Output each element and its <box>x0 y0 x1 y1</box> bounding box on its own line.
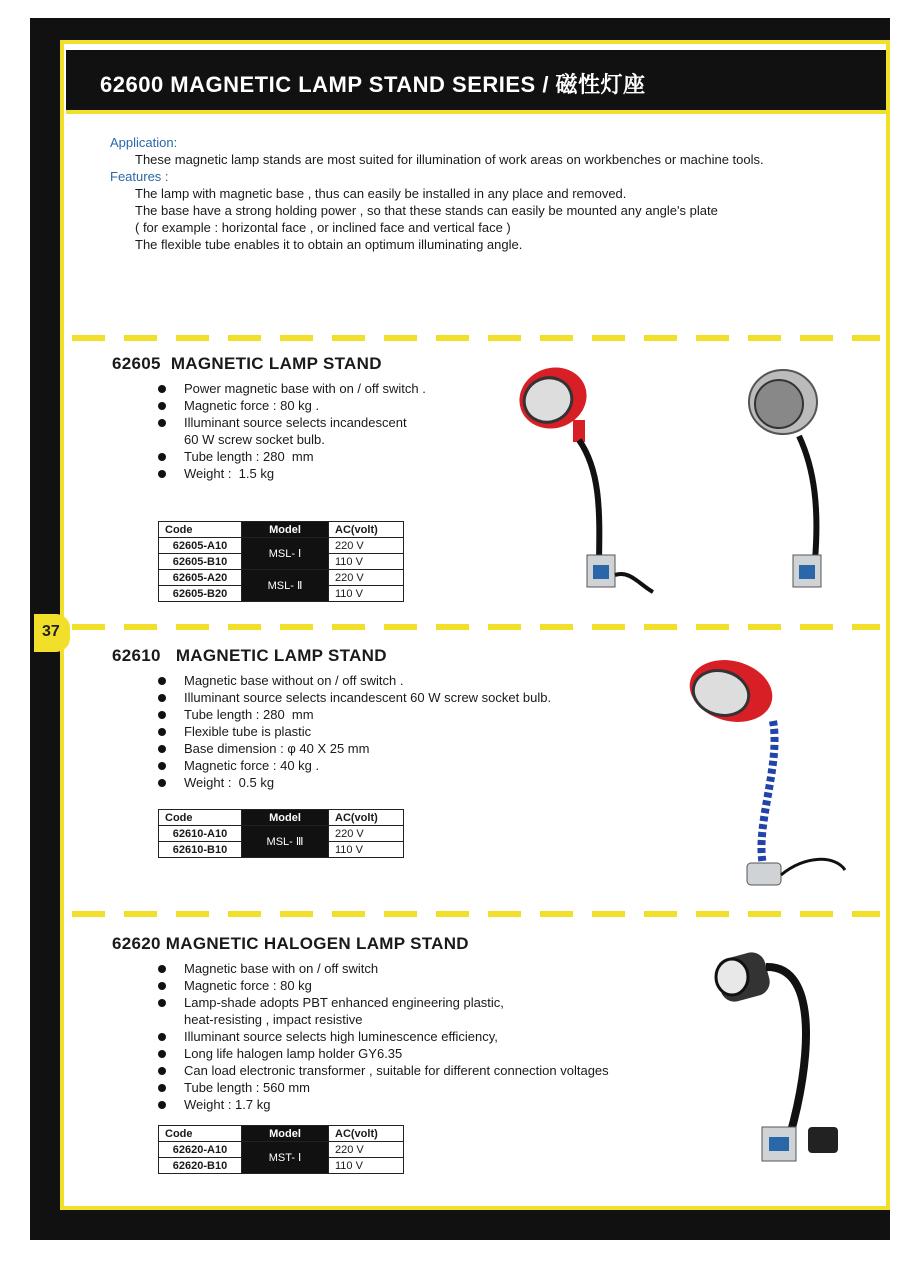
page-number-tab <box>34 614 70 652</box>
halogen-lamp-image <box>710 945 860 1175</box>
feature-item: Illuminant source selects incandescent <box>112 414 672 431</box>
features-label: Features : <box>110 169 169 184</box>
bullet-icon <box>158 677 166 685</box>
feature-item: Lamp-shade adopts PBT enhanced engineering plastic, <box>112 994 672 1011</box>
table-row: 62620-B10 110 V <box>159 1158 404 1174</box>
spec-table <box>158 809 404 858</box>
bullet-icon <box>158 470 166 478</box>
feature-item: Magnetic force : 40 kg . <box>112 757 672 774</box>
feature-item: Magnetic force : 80 kg <box>112 977 672 994</box>
header-bar <box>66 50 886 114</box>
spec-table <box>158 1125 404 1174</box>
application-text: These magnetic lamp stands are most suited for illumination of work areas on workbenches or machine tools. <box>135 152 764 167</box>
feature-item: Power magnetic base with on / off switch . <box>112 380 672 397</box>
bullet-icon <box>158 728 166 736</box>
bullet-icon <box>158 694 166 702</box>
col-header: Code <box>159 810 242 826</box>
bullet-icon <box>158 745 166 753</box>
col-header: Code <box>159 1126 242 1142</box>
product-title: 62620 MAGNETIC HALOGEN LAMP STAND <box>112 934 469 953</box>
bullet-icon <box>158 1033 166 1041</box>
bullet-icon <box>158 762 166 770</box>
table-row: 62605-A20 MSL- Ⅱ 220 V <box>159 570 404 586</box>
feature-item: Tube length : 560 mm <box>112 1079 672 1096</box>
intro-feature: The base have a strong holding power , so that these stands can easily be mounted any angle's plate <box>135 203 718 218</box>
feature-item: Long life halogen lamp holder GY6.35 <box>112 1045 672 1062</box>
feature-list <box>112 672 672 791</box>
bullet-icon <box>158 419 166 427</box>
product-title: 62605 MAGNETIC LAMP STAND <box>112 354 382 373</box>
table-row: 62610-B10 110 V <box>159 842 404 858</box>
bullet-icon <box>158 453 166 461</box>
feature-list <box>112 960 672 1113</box>
bullet-icon <box>158 999 166 1007</box>
feature-item: Weight : 0.5 kg <box>112 774 672 791</box>
feature-item: Illuminant source selects high luminescence efficiency, <box>112 1028 672 1045</box>
intro-section <box>110 134 880 253</box>
feature-item: Magnetic base with on / off switch <box>112 960 672 977</box>
feature-item: Tube length : 280 mm <box>112 448 672 465</box>
table-row: 62620-A10 MST- Ⅰ 220 V <box>159 1142 404 1158</box>
col-header: AC(volt) <box>329 522 404 538</box>
feature-item: Can load electronic transformer , suitable for different connection voltages <box>112 1062 672 1079</box>
col-header: Model <box>242 810 329 826</box>
table-row: 62605-B10 110 V <box>159 554 404 570</box>
red-lamp-image <box>515 360 665 600</box>
product-62620 <box>112 934 672 1113</box>
bullet-icon <box>158 711 166 719</box>
bullet-icon <box>158 385 166 393</box>
col-header: Code <box>159 522 242 538</box>
page-title: 62600 MAGNETIC LAMP STAND SERIES / 磁性灯座 <box>100 72 646 97</box>
intro-feature: The flexible tube enables it to obtain an optimum illuminating angle. <box>135 237 523 252</box>
feature-item: Weight : 1.7 kg <box>112 1096 672 1113</box>
feature-continuation: 60 W screw socket bulb. <box>184 432 325 447</box>
table-row: 62605-A10 MSL- Ⅰ 220 V <box>159 538 404 554</box>
intro-feature: ( for example : horizontal face , or inclined face and vertical face ) <box>135 220 511 235</box>
col-header: AC(volt) <box>329 1126 404 1142</box>
bullet-icon <box>158 1084 166 1092</box>
feature-item: Weight : 1.5 kg <box>112 465 672 482</box>
feature-item: Base dimension : φ 40 X 25 mm <box>112 740 672 757</box>
section-divider <box>72 911 880 917</box>
bullet-icon <box>158 779 166 787</box>
intro-feature: The lamp with magnetic base , thus can easily be installed in any place and removed. <box>135 186 627 201</box>
section-divider <box>72 624 880 630</box>
col-header: Model <box>242 522 329 538</box>
table-row: 62605-B20 110 V <box>159 586 404 602</box>
bullet-icon <box>158 982 166 990</box>
table-row: 62610-A10 MSL- Ⅲ 220 V <box>159 826 404 842</box>
bullet-icon <box>158 1050 166 1058</box>
bullet-icon <box>158 1067 166 1075</box>
product-title: 62610 MAGNETIC LAMP STAND <box>112 646 387 665</box>
feature-item: Magnetic base without on / off switch . <box>112 672 672 689</box>
page-number: 37 <box>42 623 60 640</box>
feature-item: Tube length : 280 mm <box>112 706 672 723</box>
bullet-icon <box>158 965 166 973</box>
section-divider <box>72 335 880 341</box>
col-header: AC(volt) <box>329 810 404 826</box>
feature-item: Magnetic force : 80 kg . <box>112 397 672 414</box>
application-label: Application: <box>110 135 178 150</box>
col-header: Model <box>242 1126 329 1142</box>
feature-continuation: heat-resisting , impact resistive <box>184 1012 363 1027</box>
spec-table <box>158 521 404 602</box>
bullet-icon <box>158 1101 166 1109</box>
bullet-icon <box>158 402 166 410</box>
grey-lamp-image <box>735 360 835 600</box>
product-62610 <box>112 646 672 791</box>
feature-item: Illuminant source selects incandescent 60 W screw socket bulb. <box>112 689 672 706</box>
feature-item: Flexible tube is plastic <box>112 723 672 740</box>
red-flexible-lamp-image <box>685 655 855 895</box>
